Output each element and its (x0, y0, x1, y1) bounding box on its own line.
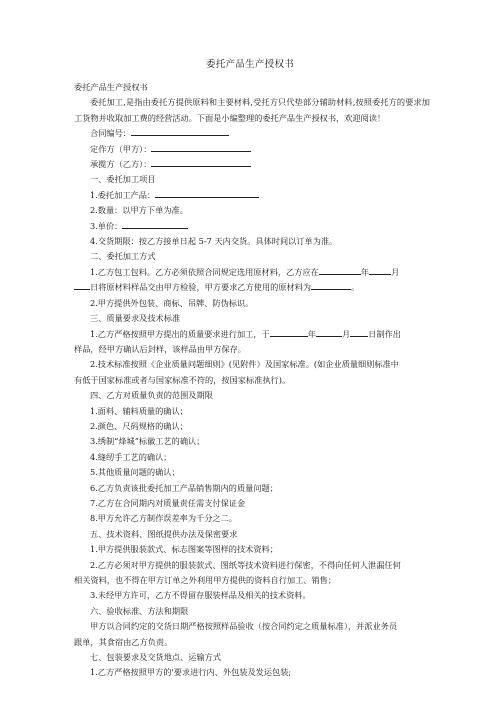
item-4-1: 1.面料、辅料质量的确认； (90, 405, 188, 416)
party-a-blank (151, 142, 251, 152)
item-4-7: 7.乙方在合同期内对质量责任需支付保证金 (90, 497, 246, 508)
item-4-2: 2.颜色、尺码规格的确认； (90, 420, 188, 431)
sample-year-blank (270, 327, 308, 337)
item-4-4: 4.缝纫手工艺的确认； (90, 451, 172, 462)
document-title: 委托产品生产授权书 (205, 59, 295, 70)
sample-month-label: 月 (341, 328, 351, 339)
intro-paragraph: 委托加工,是指由委托方提供原料和主要材料,受托方只代垫部分辅助材料,按照委托方的要求加工货物并收取加工费的经营活动。下面是小编整理的委托产品生产授权书，欢迎阅读！ (74, 97, 430, 123)
section-heading-6: 六、验收标准、方法和期限 (90, 605, 189, 616)
item-5-3: 3.未经甲方许可，乙方不得留存服装样品及相关的技术资料。 (90, 590, 311, 601)
section-heading-2: 二、委托加工方式 (90, 251, 156, 262)
material-blank (311, 280, 351, 290)
item-1-3 (74, 219, 430, 234)
item-3-1 (74, 327, 430, 342)
item-3-1-text-d: 日制作出 (368, 328, 401, 339)
party-a-line (74, 142, 430, 157)
party-b-blank (151, 157, 251, 167)
section-heading-4: 四、乙方对质量负责的范围及期限 (90, 390, 213, 401)
item-6-cont: 跟单，其食宿由乙方负责。 (74, 636, 173, 647)
item-2-1 (74, 265, 430, 280)
sample-month-blank (316, 327, 342, 337)
section-heading-3: 三、质量要求及技术标准 (90, 313, 181, 324)
item-2-1-cont (74, 280, 430, 295)
sample-day-blank (350, 327, 368, 337)
month-label: 月 (391, 266, 400, 277)
item-2-1-text-a: 1.乙方包工包料。乙方必须依照合同规定选用原材料，乙方应在 (90, 266, 319, 277)
item-1-4: 4.交货期限：按乙方接单日起 5-7 天内交货。具体时间以订单为准。 (90, 236, 338, 247)
day-blank (74, 280, 90, 290)
section-heading-5: 五、技术资料、图纸提供办法及保密要求 (90, 528, 238, 539)
item-2-1-text-e: 。 (351, 282, 360, 293)
item-3-1-cont: 样品，经甲方确认后封样，该样品由甲方保存。 (74, 343, 246, 354)
item-2-2: 2.甲方提供外包装、商标、吊牌、防伪标识。 (90, 297, 254, 308)
item-1-3-label: 3.单价： (90, 220, 123, 231)
year-blank (319, 265, 361, 275)
item-4-5: 5.其他质量问题的确认； (90, 467, 180, 478)
sample-year-label: 年 (307, 328, 316, 339)
item-6: 甲方以合同约定的交货日期严格按照样品验收（按合同约定之质量标准），并派业务员 (90, 621, 398, 632)
item-4-8: 8.甲方允许乙方制作误差率为千分之二。 (90, 513, 237, 524)
contract-number-label: 合同编号： (90, 128, 131, 139)
contract-number-line (74, 126, 430, 141)
item-2-1-text-d: 日将原材料样品交由甲方检验，甲方要求乙方使用的原材料为 (90, 282, 312, 293)
item-3-2-cont: 有低于国家标准或者与国家标准不符的，按国家标准执行)。 (74, 374, 291, 385)
item-7-1: 1.乙方严格按照甲方的'要求进行内、外包装及发运包装; (90, 667, 292, 678)
unit-price-blank (122, 219, 188, 229)
item-5-2: 2.乙方必须对甲方提供的服装款式、图纸等技术资料进行保密，不得向任何人泄漏任何 (90, 559, 401, 570)
item-4-3: 3.绣制“烽城”标徽工艺的确认； (90, 436, 205, 447)
section-heading-7: 七、包装要求及交货地点、运输方式 (90, 652, 222, 663)
party-a-label: 定作方（甲方）： (90, 143, 152, 154)
contract-number-blank (131, 126, 229, 136)
subtitle: 委托产品生产授权书 (74, 82, 148, 92)
party-b-line (74, 157, 430, 172)
product-blank (155, 188, 259, 198)
item-1-1-label: 1.委托加工产品： (90, 189, 156, 200)
section-heading-1: 一、委托加工项目 (90, 174, 156, 185)
item-3-2: 2.技术标准按照《企业质量问题细则》(见附件）及国家标准。(如企业质量细则标准中 (90, 359, 399, 370)
item-1-1 (74, 188, 430, 203)
year-label: 年 (360, 266, 370, 277)
item-5-1: 1.甲方提供服装款式、标志图案等图样的技术资料； (90, 544, 278, 555)
item-1-2: 2.数量：以甲方下单为准。 (90, 205, 188, 216)
item-5-2-cont: 相关资料，也不得在甲方订单之外利用甲方提供的资料自行加工、销售； (74, 575, 337, 585)
item-4-6: 6.乙方负责该批委托加工产品销售期内的质量问题； (90, 482, 278, 493)
document-body (74, 80, 430, 681)
item-3-1-text-a: 1.乙方严格按照甲方提出的质量要求进行加工，于 (90, 328, 270, 339)
month-blank (369, 265, 391, 275)
party-b-label: 承揽方（乙方）： (90, 159, 152, 170)
